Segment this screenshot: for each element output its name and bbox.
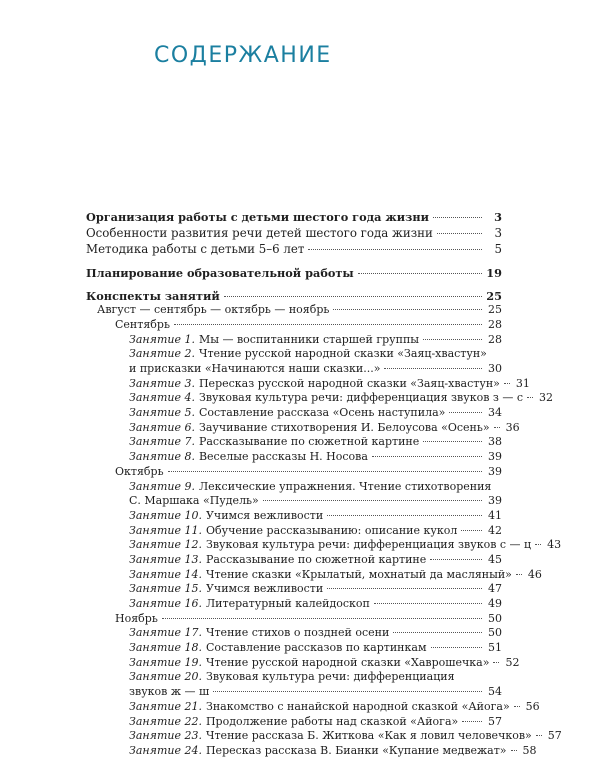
lesson-number: Занятие 15.: [129, 582, 202, 596]
toc-entry-text: Рассказывание по сюжетной картине: [198, 435, 420, 449]
dot-leader: [263, 500, 482, 501]
toc-entry-label: [129, 670, 455, 685]
dot-leader: [327, 515, 482, 516]
toc-entry-text: Ноябрь: [115, 611, 158, 625]
dot-leader: [358, 273, 482, 274]
dot-leader: [437, 233, 482, 234]
toc-entry-label: [129, 626, 389, 641]
toc-entry[interactable]: [86, 333, 502, 348]
toc-entry[interactable]: [86, 729, 562, 744]
lesson-number: Занятие 6.: [129, 420, 195, 434]
page-number: 41: [488, 508, 502, 522]
dot-leader: [433, 217, 482, 218]
toc-entry-label: [129, 450, 368, 465]
lesson-number: Занятие 21.: [129, 699, 202, 713]
lesson-number: Занятие 12.: [129, 538, 202, 552]
toc-entry[interactable]: [86, 582, 502, 597]
dot-leader: [423, 441, 482, 442]
page-number: 49: [488, 597, 502, 610]
page-number: 39: [488, 494, 502, 508]
toc-entry-label: [129, 435, 419, 450]
toc-entry[interactable]: [86, 641, 502, 656]
dot-leader: [462, 721, 482, 722]
lesson-number: Занятие 2.: [129, 347, 195, 361]
dot-leader: [174, 324, 482, 325]
dot-leader: [504, 383, 510, 384]
dot-leader: [308, 249, 482, 250]
toc-entry[interactable]: [86, 553, 502, 568]
toc-entry[interactable]: [86, 743, 537, 759]
page-number: 32: [539, 391, 554, 405]
toc-entry-text: Мы — воспитанники старшей группы: [198, 332, 420, 346]
toc-entry-label: [129, 553, 426, 568]
toc-entry[interactable]: [86, 524, 502, 539]
toc-entry[interactable]: [86, 450, 502, 465]
toc-entry[interactable]: [86, 699, 540, 715]
toc-entry-text: Чтение рассказа Б. Житкова «Как я ловил человечков»: [205, 729, 532, 743]
toc-entry-label: [86, 225, 433, 242]
page-number: 43: [547, 538, 562, 552]
toc-entry-label: [129, 406, 445, 421]
toc-entry-text: Чтение стихов о поздней осени: [205, 626, 390, 640]
toc-entry-label: [129, 582, 323, 597]
toc-entry-text: Заучивание стихотворения И. Белоусова «Осень»: [198, 420, 490, 434]
lesson-number: Занятие 24.: [129, 743, 202, 757]
toc-entry-text: Организация работы с детьми шестого года жизни: [86, 210, 430, 224]
toc-entry-label: [129, 568, 512, 583]
page-number: 25: [486, 288, 502, 303]
page-number: 30: [488, 362, 502, 375]
toc-entry[interactable]: [86, 670, 502, 685]
toc-entry-label: [115, 465, 164, 480]
toc-entry-text: Составление рассказа «Осень наступила»: [198, 406, 446, 420]
lesson-number: Занятие 20.: [129, 670, 202, 684]
toc-entry-label: [129, 362, 380, 377]
toc-entry-label: [129, 656, 489, 671]
dot-leader: [535, 544, 541, 545]
dot-leader: [514, 706, 520, 707]
toc-entry-label: [129, 333, 419, 348]
dot-leader: [431, 647, 482, 648]
toc-entry-text: и присказки «Начинаются наши сказки...»: [129, 362, 381, 375]
page-number: 39: [488, 464, 502, 478]
page-number: 3: [494, 225, 502, 240]
lesson-number: Занятие 19.: [129, 655, 202, 669]
toc-entry-label: [115, 318, 170, 333]
toc-entry[interactable]: [86, 715, 502, 730]
table-of-contents: [86, 210, 562, 759]
toc-entry[interactable]: [86, 612, 502, 627]
page-number: 5: [494, 242, 502, 257]
lesson-number: Занятие 13.: [129, 552, 202, 566]
toc-entry-text: Учимся вежливости: [205, 582, 324, 596]
dot-leader: [449, 412, 482, 413]
page-number: 50: [488, 611, 502, 625]
page-number: 57: [488, 714, 502, 728]
toc-entry-text: Обучение рассказыванию: описание кукол: [205, 523, 458, 537]
page-number: 28: [488, 317, 502, 331]
toc-entry-label: [129, 377, 500, 392]
page-title: СОДЕРЖАНИЕ: [154, 43, 332, 68]
toc-entry-text: Особенности развития речи детей шестого года жизни: [86, 225, 433, 240]
toc-entry-text: Звуковая культура речи: дифференциация звуков з — с: [198, 391, 524, 405]
toc-entry-text: Август — сентябрь — октябрь — ноябрь: [97, 303, 330, 317]
toc-entry-text: Литературный калейдоскоп: [205, 597, 370, 610]
toc-entry-text: Методика работы с детьми 5–6 лет: [86, 242, 305, 257]
toc-entry-text: звуков ж — ш: [129, 685, 210, 699]
lesson-number: Занятие 17.: [129, 626, 202, 640]
toc-entry[interactable]: [86, 318, 502, 333]
toc-entry[interactable]: [86, 362, 502, 377]
toc-entry-label: [129, 347, 487, 362]
toc-entry-label: [129, 494, 259, 509]
page-number: 57: [547, 729, 562, 743]
page-number: 39: [488, 450, 502, 464]
dot-leader: [372, 456, 482, 457]
page-number: 51: [488, 641, 502, 655]
toc-entry-label: [129, 700, 510, 715]
dot-leader: [516, 574, 522, 575]
toc-entry-label: [129, 421, 490, 436]
page-number: 52: [505, 655, 520, 669]
dot-leader: [423, 339, 482, 340]
lesson-number: Занятие 4.: [129, 391, 195, 405]
toc-entry[interactable]: [86, 241, 502, 258]
page-number: 47: [488, 582, 502, 596]
toc-entry-text: Веселые рассказы Н. Носова: [198, 450, 368, 464]
toc-entry-label: [97, 303, 329, 318]
dot-leader: [374, 603, 482, 604]
dot-leader: [384, 368, 482, 369]
page-number: 34: [488, 406, 502, 420]
lesson-number: Занятие 5.: [129, 406, 195, 420]
toc-entry-text: Октябрь: [115, 464, 164, 478]
toc-entry[interactable]: [86, 289, 502, 304]
toc-entry[interactable]: [86, 303, 502, 318]
toc-entry[interactable]: [86, 406, 502, 421]
lesson-number: Занятие 18.: [129, 641, 202, 655]
toc-entry-text: Конспекты занятий: [86, 288, 220, 303]
toc-entry-label: [86, 289, 220, 304]
toc-entry-label: [129, 715, 458, 730]
toc-entry-label: [129, 744, 507, 759]
toc-entry-text: Знакомство с нанайской народной сказкой «Айога»: [205, 699, 510, 713]
lesson-number: Занятие 10.: [129, 508, 202, 522]
dot-leader: [162, 618, 482, 619]
lesson-number: Занятие 8.: [129, 450, 195, 464]
toc-entry[interactable]: [86, 266, 502, 281]
page-number: 3: [494, 210, 502, 224]
lesson-number: Занятие 22.: [129, 714, 202, 728]
toc-entry[interactable]: [86, 480, 502, 495]
toc-entry-label: [86, 210, 429, 225]
toc-entry-label: [129, 538, 531, 553]
toc-entry[interactable]: [86, 435, 502, 450]
toc-entry-label: [115, 612, 158, 627]
page-number: 46: [527, 567, 542, 581]
toc-entry-text: Составление рассказов по картинкам: [205, 641, 427, 655]
toc-entry[interactable]: [86, 391, 554, 406]
toc-entry-label: [129, 685, 209, 700]
toc-entry[interactable]: [86, 420, 520, 436]
dot-leader: [393, 632, 482, 633]
toc-entry[interactable]: [86, 597, 502, 612]
toc-entry-text: Чтение русской народной сказки «Заяц-хвастун»: [198, 347, 487, 361]
dot-leader: [213, 691, 482, 692]
toc-entry-label: [129, 509, 323, 524]
page-number: 25: [488, 303, 502, 317]
toc-entry-label: [129, 641, 427, 656]
toc-entry[interactable]: [86, 376, 530, 392]
dot-leader: [224, 296, 482, 297]
dot-leader: [494, 427, 500, 428]
page-number: 54: [488, 685, 502, 699]
page-number: 42: [488, 523, 502, 537]
toc-entry[interactable]: [86, 210, 502, 225]
lesson-number: Занятие 14.: [129, 567, 202, 581]
page-number: 38: [488, 435, 502, 449]
toc-entry-text: С. Маршака «Пудель»: [129, 494, 259, 508]
dot-leader: [168, 471, 482, 472]
dot-leader: [536, 735, 542, 736]
page-number: 45: [488, 552, 502, 566]
dot-leader: [461, 530, 482, 531]
toc-entry[interactable]: [86, 538, 562, 553]
toc-entry-text: Звуковая культура речи: дифференциация: [205, 670, 455, 684]
dot-leader: [527, 397, 533, 398]
toc-entry[interactable]: [86, 225, 502, 242]
toc-entry[interactable]: [86, 494, 502, 509]
lesson-number: Занятие 1.: [129, 332, 195, 346]
page-number: 56: [525, 699, 540, 713]
dot-leader: [327, 588, 482, 589]
lesson-number: Занятие 23.: [129, 729, 202, 743]
toc-entry[interactable]: [86, 567, 542, 583]
toc-entry-label: [129, 729, 532, 744]
toc-entry-text: Планирование образовательной работы: [86, 265, 354, 280]
lesson-number: Занятие 7.: [129, 435, 195, 449]
toc-entry-text: Пересказ рассказа В. Бианки «Купание медвежат»: [205, 743, 507, 757]
page-number: 50: [488, 626, 502, 640]
toc-entry-label: [129, 480, 491, 495]
toc-entry-text: Продолжение работы над сказкой «Айога»: [205, 714, 459, 728]
toc-entry-text: Чтение сказки «Крылатый, мохнатый да масляный»: [205, 567, 512, 581]
page-number: 36: [505, 420, 520, 434]
dot-leader: [333, 309, 482, 310]
lesson-number: Занятие 11.: [129, 523, 202, 537]
toc-entry-label: [86, 266, 354, 281]
toc-entry-text: Рассказывание по сюжетной картине: [205, 552, 427, 566]
page-number: 31: [515, 376, 530, 390]
lesson-number: Занятие 9.: [129, 479, 195, 493]
dot-leader: [430, 559, 482, 560]
toc-entry-text: Пересказ русской народной сказки «Заяц-хвастун»: [198, 376, 500, 390]
toc-entry[interactable]: [86, 465, 502, 480]
toc-entry-label: [129, 524, 457, 539]
toc-entry[interactable]: [86, 655, 520, 671]
toc-entry-text: Звуковая культура речи: дифференциация звуков с — ц: [205, 538, 532, 552]
toc-entry[interactable]: [86, 685, 502, 700]
lesson-number: Занятие 3.: [129, 376, 195, 390]
dot-leader: [493, 662, 499, 663]
toc-entry-text: Учимся вежливости: [205, 508, 324, 522]
toc-entry-text: Лексические упражнения. Чтение стихотворения: [198, 479, 492, 493]
toc-entry-label: [86, 241, 304, 258]
toc-entry-text: Чтение русской народной сказки «Хаврошечка»: [205, 655, 490, 669]
toc-entry[interactable]: [86, 509, 502, 524]
toc-entry-label: [129, 391, 523, 406]
dot-leader: [511, 750, 517, 751]
lesson-number: Занятие 16.: [129, 597, 202, 610]
toc-entry[interactable]: [86, 626, 502, 641]
toc-entry[interactable]: [86, 347, 502, 362]
page-number: 19: [486, 265, 502, 280]
toc-entry-label: [129, 597, 370, 612]
toc-entry-text: Сентябрь: [115, 317, 170, 331]
page-number: 28: [488, 332, 502, 346]
page-number: 58: [522, 743, 537, 757]
